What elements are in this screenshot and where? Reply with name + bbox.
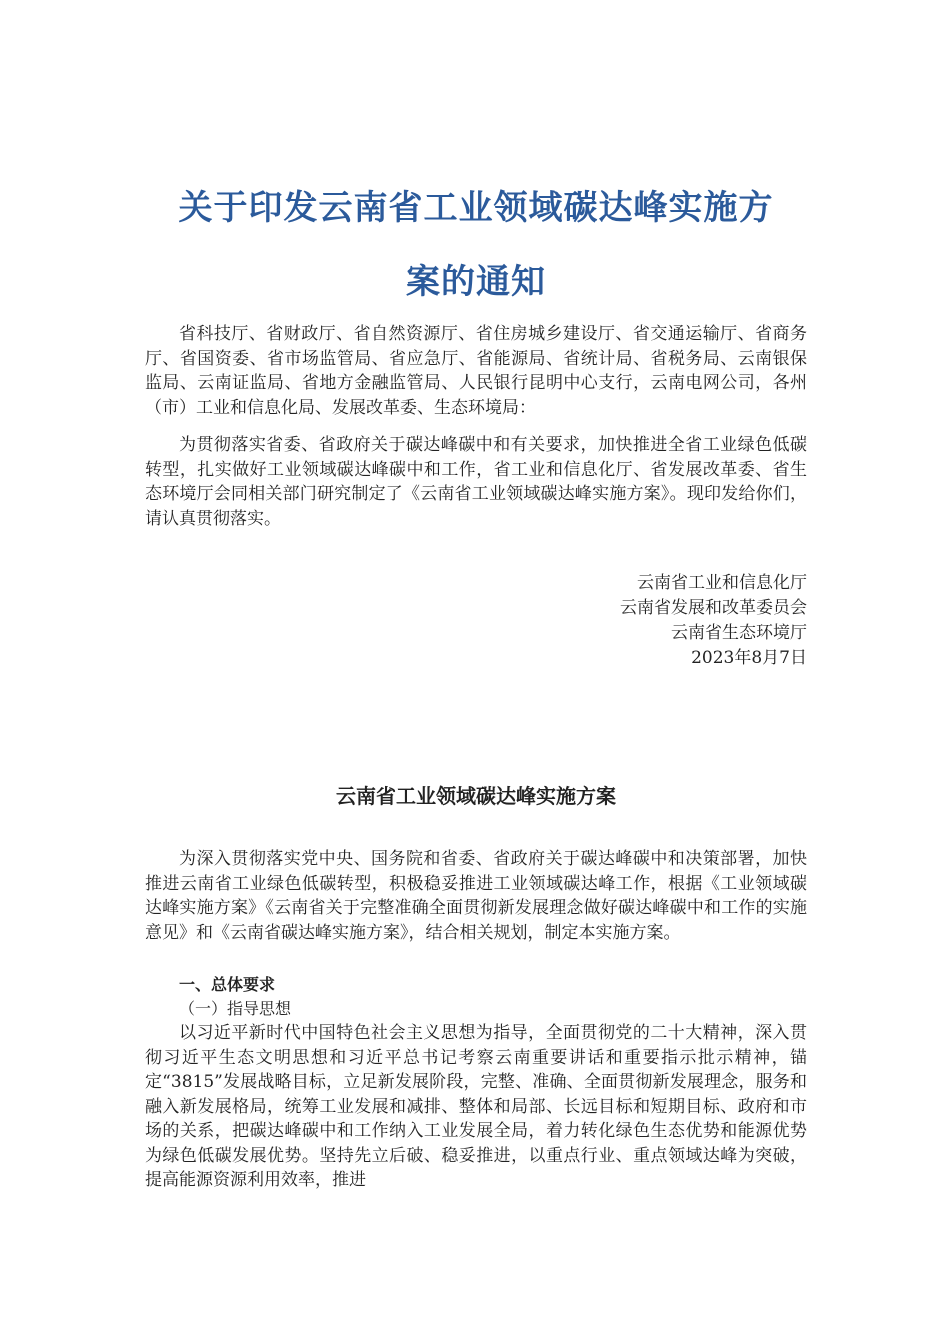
signature-3: 云南省生态环境厅	[671, 623, 807, 643]
section-1-sub-1-body: 以习近平新时代中国特色社会主义思想为指导，全面贯彻党的二十大精神，深入贯彻习近平生态文明思想和习近平总书记考察云南重要讲话和重要指示批示精神，锚定“3815”发展战略目标，立足新发展阶段，完整、准确、全面贯彻新发展理念，服务和融入新发展格局，统筹工业发展和减排、整体和局部、长远目标和短期目标、政府和市场的关系，把碳达峰碳中和工作纳入工业发展全局，着力转化绿色生态优势和能源优势为绿色低碳发展优势。坚持先立后破、稳妥推进，以重点行业、重点领域达峰为突破，提高能源资源利用效率，推进	[145, 1023, 807, 1190]
plan-title: 云南省工业领域碳达峰实施方案	[336, 784, 616, 808]
plan-intro: 为深入贯彻落实党中央、国务院和省委、省政府关于碳达峰碳中和决策部署，加快推进云南省工业绿色低碳转型，积极稳妥推进工业领域碳达峰工作，根据《工业领域碳达峰实施方案》《云南省关于完整准确全面贯彻新发展理念做好碳达峰碳中和工作的实施意见》和《云南省碳达峰实施方案》，结合相关规划，制定本实施方案。	[145, 849, 807, 943]
signature-date: 2023年8月7日	[691, 648, 807, 668]
notice-title-line-1: 关于印发云南省工业领域碳达峰实施方	[178, 188, 774, 228]
notice-title-line-2: 案的通知	[406, 262, 546, 302]
signature-1: 云南省工业和信息化厅	[637, 573, 807, 593]
notice-recipients: 省科技厅、省财政厅、省自然资源厅、省住房城乡建设厅、省交通运输厅、省商务厅、省国资委、省市场监管局、省应急厅、省能源局、省统计局、省税务局、云南银保监局、云南证监局、省地方金融监管局、人民银行昆明中心支行，云南电网公司，各州（市）工业和信息化局、发展改革委、生态环境局：	[145, 324, 807, 418]
notice-body: 为贯彻落实省委、省政府关于碳达峰碳中和有关要求，加快推进全省工业绿色低碳转型，扎实做好工业领域碳达峰碳中和工作，省工业和信息化厅、省发展改革委、省生态环境厅会同相关部门研究制定了《云南省工业领域碳达峰实施方案》。现印发给你们，请认真贯彻落实。	[145, 435, 807, 529]
section-1-sub-1-heading: （一）指导思想	[179, 999, 292, 1018]
signature-2: 云南省发展和改革委员会	[620, 598, 807, 618]
section-1-heading: 一、总体要求	[179, 975, 276, 994]
